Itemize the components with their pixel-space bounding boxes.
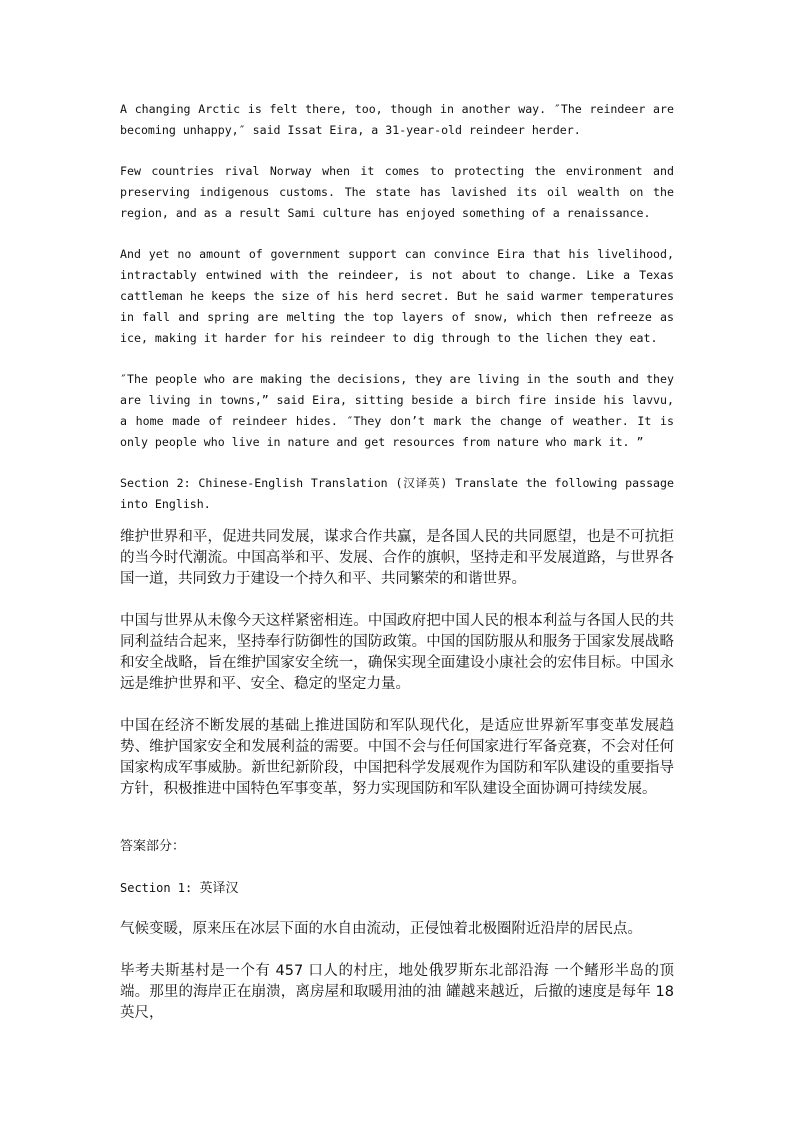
section1-label-en: Section 1:	[120, 881, 200, 895]
paragraph-en-1: A changing Arctic is felt there, too, though in another way. ″The reindeer are becoming unhappy,″ said Issat Eira, a 31-year-old reindeer herder.	[120, 102, 674, 137]
section1-label	[120, 878, 674, 899]
paragraph-en-4: ″The people who are making the decisions, they are living in the south and they are living in towns,” said Eira, sitting beside a birch fire inside his lavvu, a home made of reindeer hides. ″They don’t mark the change of weather. It is only people who live in nature and get resources from nature who mark it. ”	[120, 372, 674, 449]
answer-heading: 答案部分：	[120, 839, 186, 854]
answer-paragraph-2: 毕考夫斯基村是一个有 457 口人的村庄，地处俄罗斯东北部沿海 一个鳍形半岛的顶端。那里的海岸正在崩溃，离房屋和取暖用油的油 罐越来越近，后撤的速度是每年 18 英尺，	[120, 963, 674, 1021]
paragraph-zh-2: 中国与世界从未像今天这样紧密相连。中国政府把中国人民的根本利益与各国人民的共同利益结合起来，坚持奉行防御性的国防政策。中国的国防服从和服务于国家发展战略和安全战略，旨在维护国家安全统一，确保实现全面建设小康社会的宏伟目标。中国永远是维护世界和平、安全、稳定的坚定力量。	[120, 613, 674, 692]
section2-heading: Section 2: Chinese-English Translation (汉译英) Translate the following passage into English.	[120, 476, 674, 511]
paragraph-en-2: Few countries rival Norway when it comes to protecting the environment and preserving indigenous customs. The state has lavished its oil wealth on the region, and as a result Sami culture has enjoyed something of a renaissance.	[120, 164, 674, 220]
answer-paragraph-1: 气候变暖，原来压在冰层下面的水自由流动，正侵蚀着北极圈附近沿岸的居民点。	[120, 921, 642, 937]
section1-label-zh: 英译汉	[199, 881, 239, 896]
paragraph-en-3: And yet no amount of government support can convince Eira that his livelihood, intractably entwined with the reindeer, is not about to change. Like a Texas cattleman he keeps the size of his herd secret. But he said warmer temperatures in fall and spring are melting the top layers of snow, which then refreeze as ice, making it harder for his reindeer to dig through to the lichen they eat.	[120, 247, 674, 345]
document-page	[120, 99, 674, 1045]
paragraph-zh-1: 维护世界和平，促进共同发展，谋求合作共赢，是各国人民的共同愿望，也是不可抗拒的当今时代潮流。中国高举和平、发展、合作的旗帜，坚持走和平发展道路，与世界各国一道，共同致力于建设一个持久和平、共同繁荣的和谐世界。	[120, 529, 674, 587]
paragraph-zh-3: 中国在经济不断发展的基础上推进国防和军队现代化，是适应世界新军事变革发展趋势、维护国家安全和发展利益的需要。中国不会与任何国家进行军备竞赛，不会对任何国家构成军事威胁。新世纪新阶段，中国把科学发展观作为国防和军队建设的重要指导方针，积极推进中国特色军事变革，努力实现国防和军队建设全面协调可持续发展。	[120, 718, 674, 797]
